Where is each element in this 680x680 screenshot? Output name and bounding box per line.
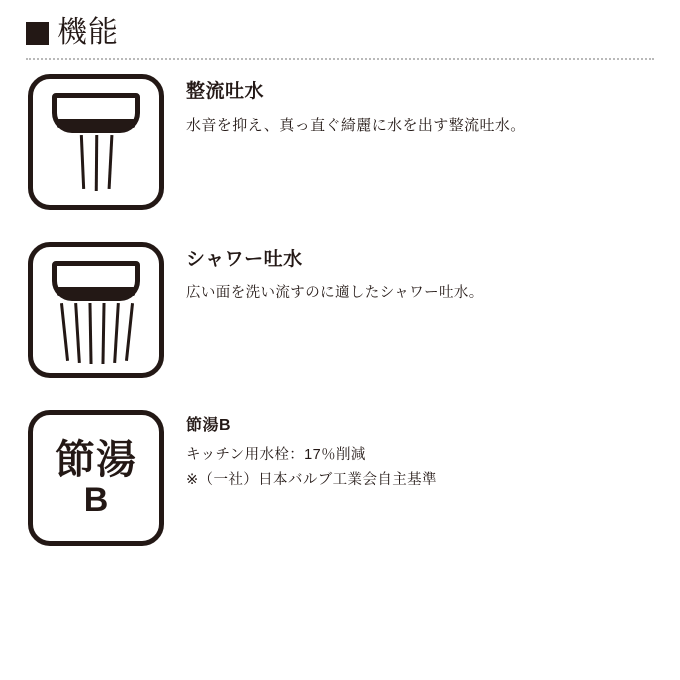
straight-flow-icon xyxy=(28,74,164,210)
shower-head-bar xyxy=(57,119,135,128)
setsuyu-badge-label: 節湯 xyxy=(55,438,137,482)
list-item xyxy=(22,410,658,546)
page-title xyxy=(22,18,658,48)
water-stream-lines xyxy=(50,303,142,365)
shower-flow-icon xyxy=(28,242,164,378)
feature-description: 広い面を洗い流すのに適したシャワー吐水。 xyxy=(186,284,484,301)
feature-description: キッチン用水栓：17％削減 xyxy=(186,446,366,463)
page-title-text: 機能 xyxy=(57,16,119,49)
feature-list xyxy=(22,74,658,546)
feature-title: 節湯B xyxy=(186,417,232,434)
feature-text-block xyxy=(186,410,658,494)
setsuyu-b-icon xyxy=(28,410,164,546)
feature-title: シャワー吐水 xyxy=(186,249,303,270)
setsuyu-badge xyxy=(33,415,159,541)
list-item xyxy=(22,74,658,210)
shower-head-bar xyxy=(57,287,135,296)
feature-text-block xyxy=(186,242,658,306)
square-marker-icon xyxy=(26,22,49,45)
feature-description: 水音を抑え、真っ直ぐ綺麗に水を出す整流吐水。 xyxy=(186,116,526,134)
water-stream-lines xyxy=(50,135,142,197)
divider xyxy=(26,58,654,60)
feature-note: ※（一社）日本バルブ工業会自主基準 xyxy=(186,472,437,489)
feature-text-block xyxy=(186,74,658,139)
setsuyu-badge-grade: B xyxy=(83,481,109,519)
list-item xyxy=(22,242,658,378)
feature-title: 整流吐水 xyxy=(186,81,265,102)
